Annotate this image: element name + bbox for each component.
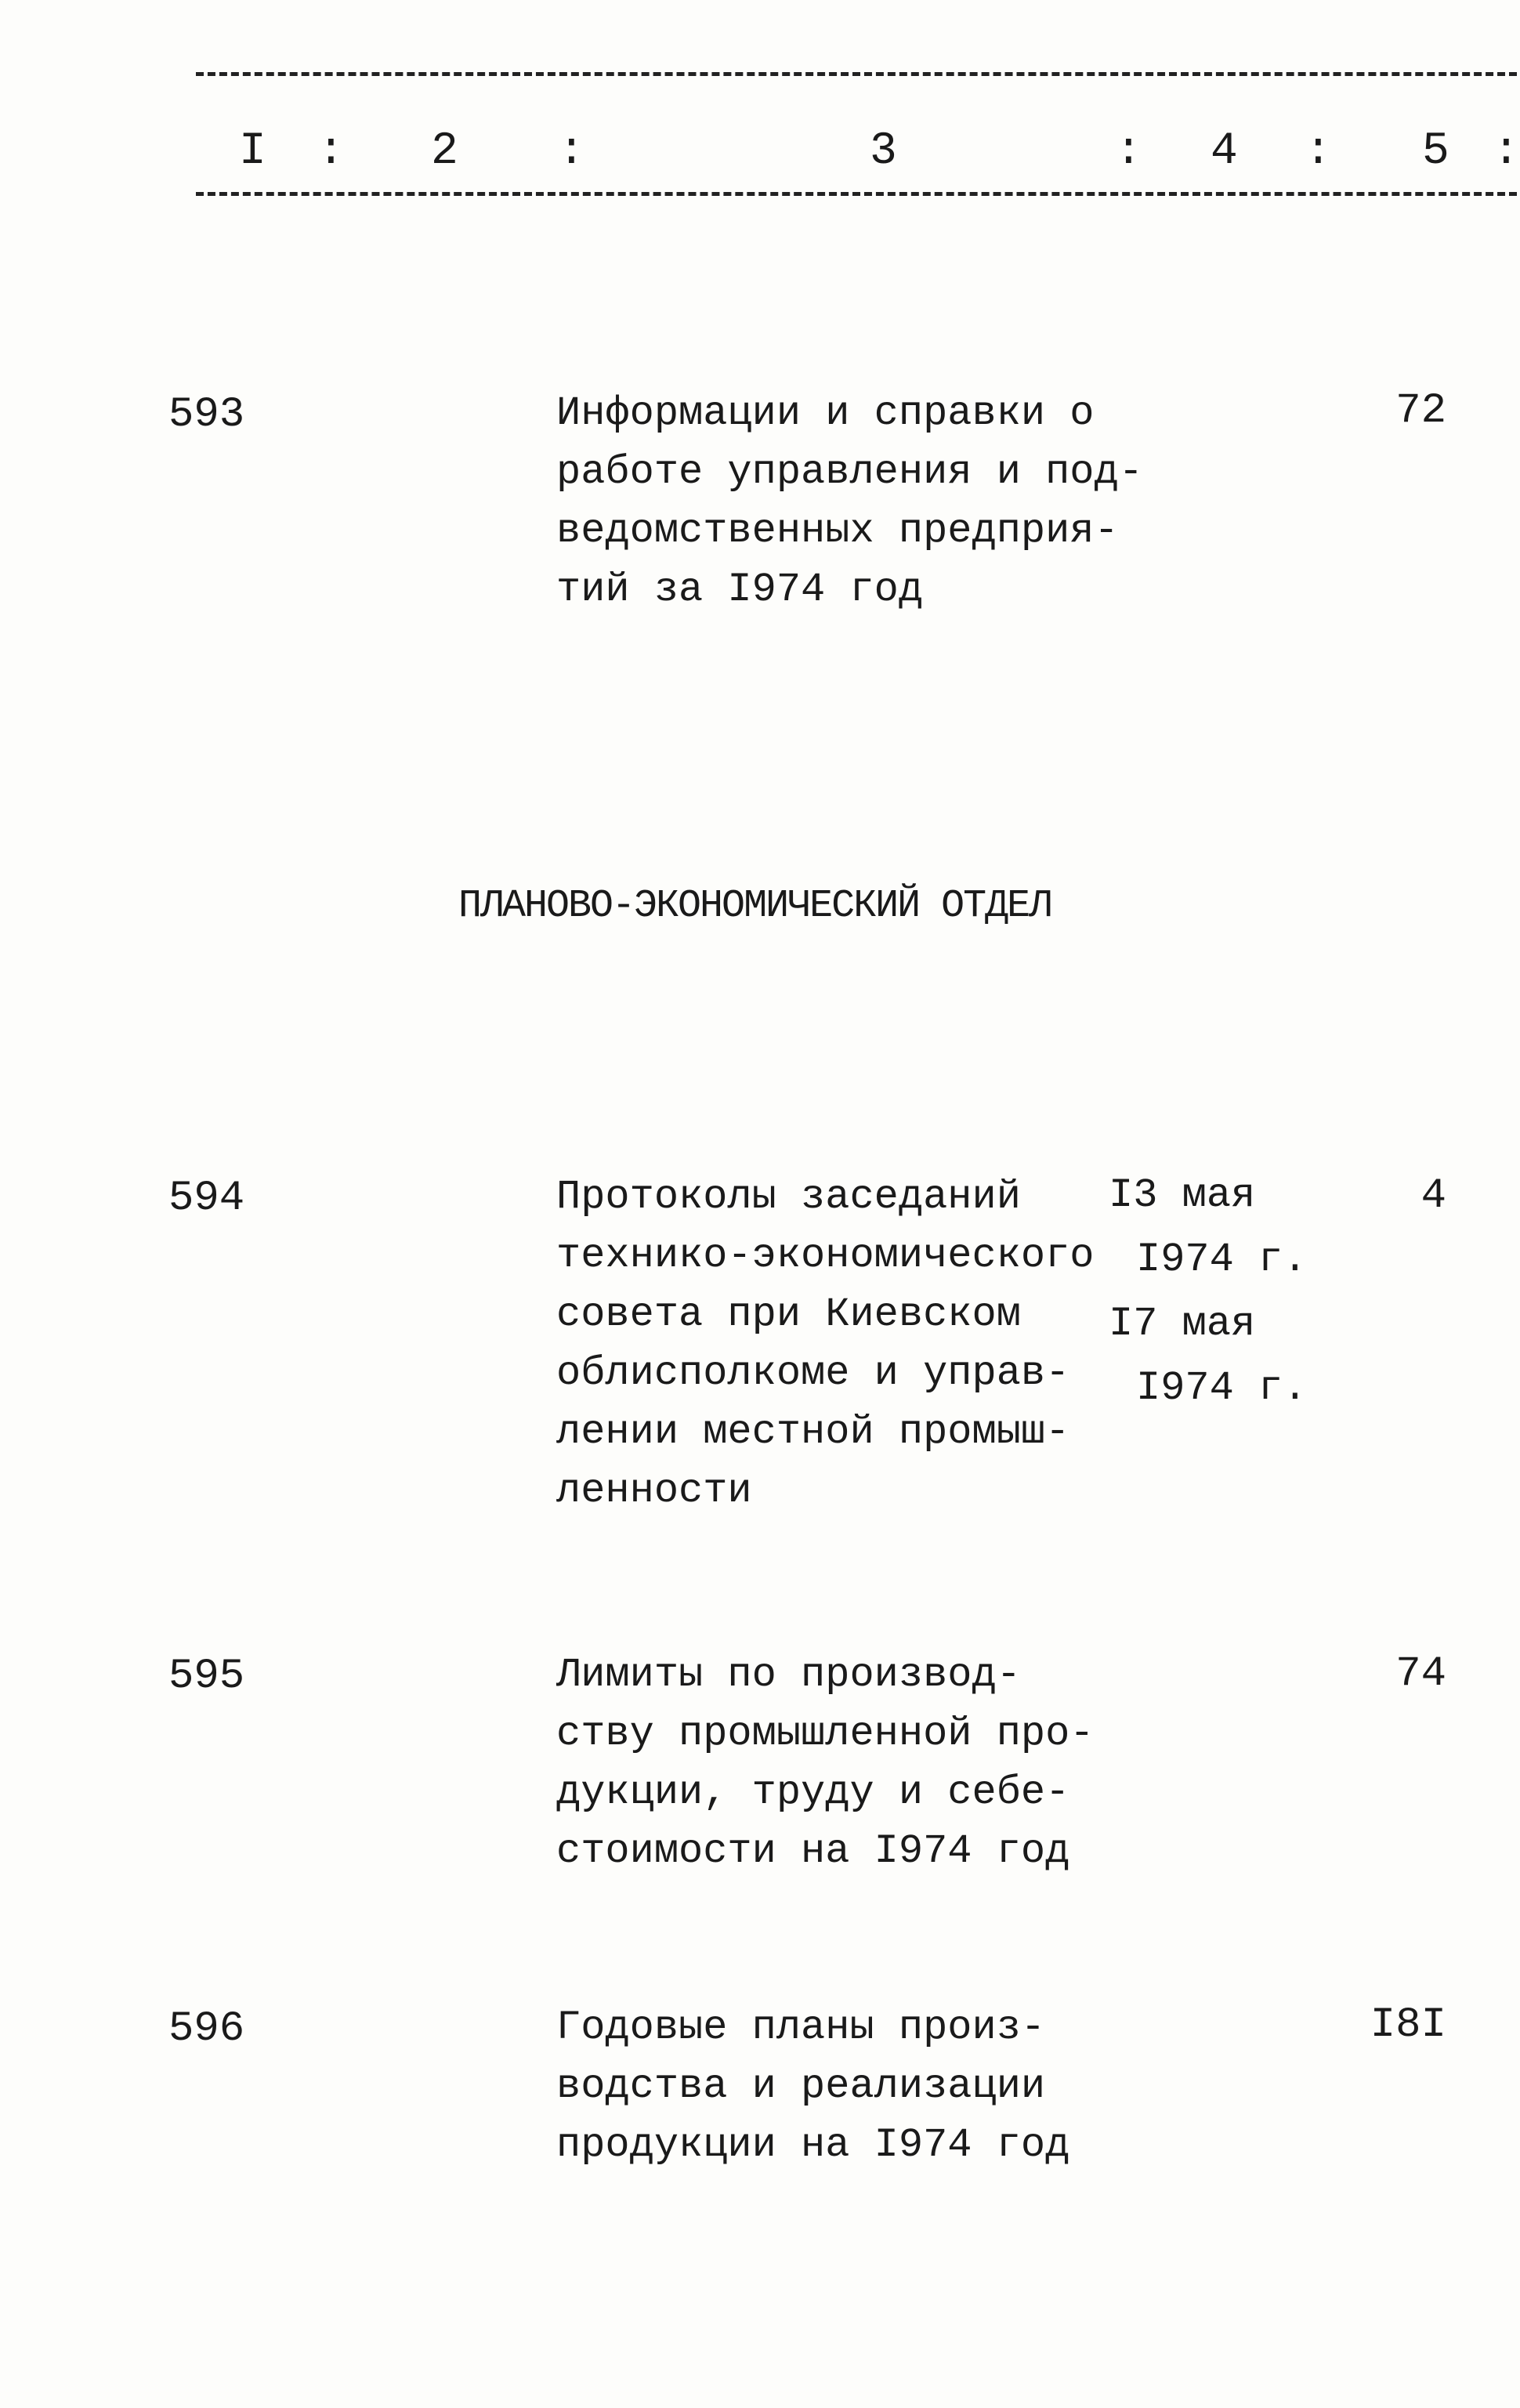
header-col-1: I — [239, 126, 266, 177]
entry-title-line: ленности — [556, 1468, 752, 1514]
entry-title-line: Информации и справки о — [556, 390, 1095, 436]
entry-dates — [1109, 1164, 1307, 1421]
header-separator: : — [1493, 126, 1520, 177]
entry-title-line: лении местной промыш- — [556, 1409, 1070, 1455]
header-col-4: 4 — [1211, 126, 1238, 177]
entry-title — [556, 1168, 1095, 1520]
entry-title-line: стоимости на I974 год — [556, 1828, 1070, 1874]
entry-title-line: совета при Киевском — [556, 1291, 1021, 1338]
entry-number: 596 — [168, 2005, 245, 2053]
entry-title-line: технико-экономического — [556, 1233, 1095, 1279]
entry-number: 595 — [168, 1653, 245, 1700]
entry-date-line: I7 мая — [1109, 1301, 1256, 1347]
entry-count: 72 — [1395, 387, 1446, 435]
entry-date-line: I974 г. — [1136, 1237, 1308, 1283]
section-heading: ПЛАНОВО-ЭКОНОМИЧЕСКИЙ ОТДЕЛ — [458, 884, 1051, 929]
entry-title — [556, 1646, 1095, 1881]
entry-number: 594 — [168, 1175, 245, 1222]
header-top-rule — [196, 72, 1517, 76]
entry-title-line: тий за I974 год — [556, 567, 924, 613]
header-col-5: 5 — [1422, 126, 1449, 177]
entry-date-line: I3 мая — [1109, 1172, 1256, 1218]
entry-count: 4 — [1420, 1172, 1446, 1220]
entry-title-line: дукции, труду и себе- — [556, 1769, 1070, 1816]
header-col-3: 3 — [870, 126, 897, 177]
entry-title-line: работе управления и под- — [556, 449, 1143, 495]
entry-count: I8I — [1370, 2001, 1446, 2049]
entry-title-line: ведомственных предприя- — [556, 508, 1119, 554]
entry-title-line: водства и реализации — [556, 2063, 1046, 2109]
entry-title-line: облисполкоме и управ- — [556, 1350, 1070, 1396]
header-separator: : — [1115, 126, 1142, 177]
header-bottom-rule — [196, 192, 1517, 196]
entry-title-line: Лимиты по производ- — [556, 1652, 1021, 1698]
header-separator: : — [558, 126, 585, 177]
entry-title — [556, 384, 1143, 619]
entry-count: 74 — [1395, 1650, 1446, 1698]
entry-title-line: ству промышленной про- — [556, 1711, 1095, 1757]
entry-number: 593 — [168, 391, 245, 439]
header-separator: : — [317, 126, 345, 177]
entry-title-line: Годовые планы произ- — [556, 2004, 1046, 2051]
entry-title-line: продукции на I974 год — [556, 2122, 1070, 2168]
entry-title — [556, 1998, 1069, 2174]
header-separator: : — [1305, 126, 1332, 177]
entry-title-line: Протоколы заседаний — [556, 1174, 1021, 1220]
header-col-2: 2 — [431, 126, 458, 177]
entry-date-line: I974 г. — [1136, 1365, 1308, 1411]
